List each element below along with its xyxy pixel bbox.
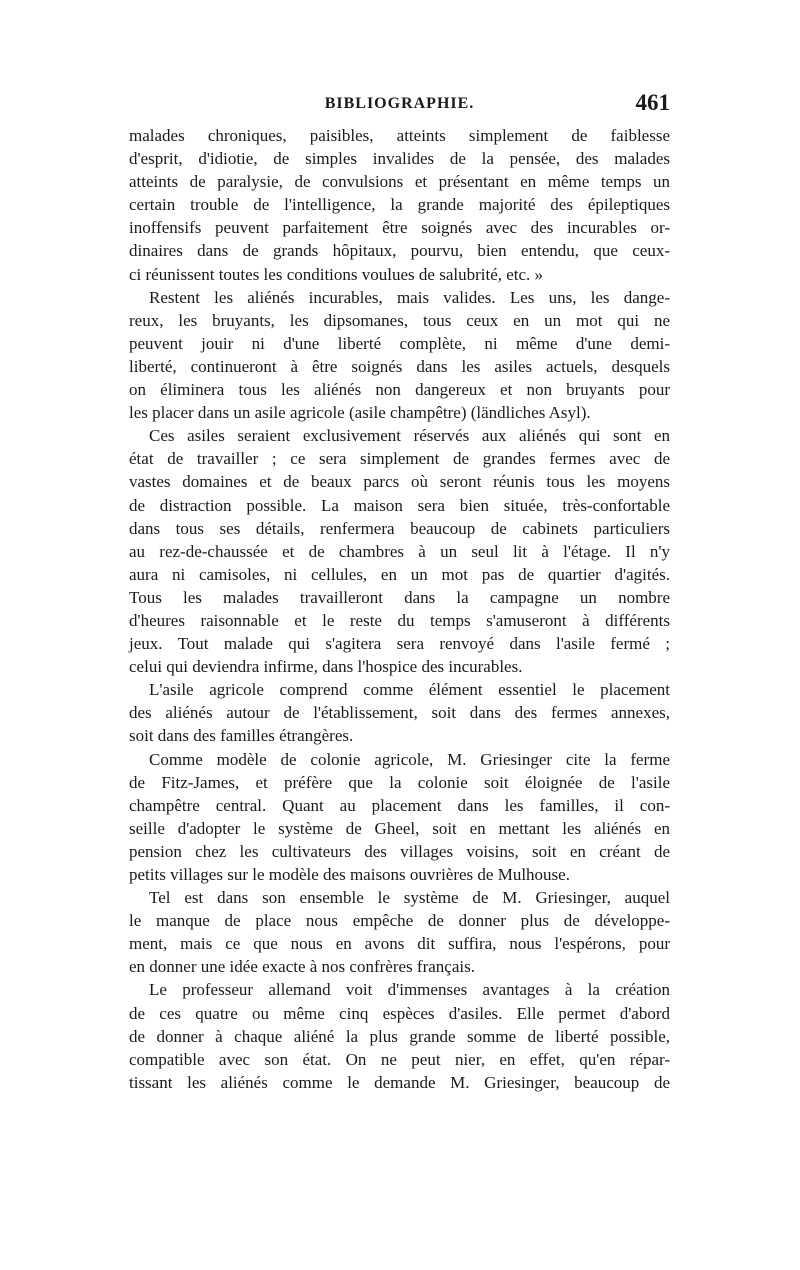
text-line: tissant les aliénés comme le demande M. Griesinger, beaucoup de (129, 1072, 670, 1092)
text-line: de ces quatre ou même cinq espèces d'asiles. Elle permet d'abord (129, 1003, 670, 1023)
text-line: certain trouble de l'intelligence, la grande majorité des épileptiques (129, 195, 670, 215)
text-line: seille d'adopter le système de Gheel, soit en mettant les aliénés en (129, 818, 670, 838)
book-page (129, 92, 670, 1094)
running-header (129, 92, 670, 122)
text-line: le manque de place nous empêche de donner plus de développe- (129, 911, 670, 931)
text-line: champêtre central. Quant au placement dans les familles, il con- (129, 795, 670, 815)
text-line: Tel est dans son ensemble le système de M. Griesinger, auquel (149, 888, 670, 908)
paragraph (129, 424, 670, 678)
paragraph (129, 978, 670, 1093)
text-line: on éliminera tous les aliénés non dangereux et non bruyants pour (129, 380, 670, 400)
text-line: atteints de paralysie, de convulsions et présentant en même temps un (129, 172, 670, 192)
text-line: Le professeur allemand voit d'immenses avantages à la création (149, 980, 670, 1000)
text-line: petits villages sur le modèle des maisons ouvrières de Mulhouse. (129, 865, 570, 884)
text-line: Ces asiles seraient exclusivement réservés aux aliénés qui sont en (149, 426, 670, 446)
text-line: celui qui deviendra infirme, dans l'hospice des incurables. (129, 657, 523, 677)
text-line: vastes domaines et de beaux parcs où seront réunis tous les moyens (129, 472, 670, 492)
text-line: inoffensifs peuvent parfaitement être soignés avec des incurables or- (129, 218, 670, 238)
text-line: d'heures raisonnable et le reste du temps s'amuseront à différents (129, 610, 670, 630)
text-line: compatible avec son état. On ne peut nier, en effet, qu'en répar- (129, 1049, 670, 1069)
paragraph (129, 678, 670, 747)
text-line: en donner une idée exacte à nos confrères français. (129, 957, 475, 977)
text-line: jeux. Tout malade qui s'agitera sera renvoyé dans l'asile fermé ; (129, 634, 670, 654)
text-line: de distraction possible. La maison sera bien située, très-confortable (129, 495, 670, 515)
text-line: au rez-de-chaussée et de chambres à un seul lit à l'étage. Il n'y (129, 541, 670, 561)
text-line: L'asile agricole comprend comme élément essentiel le placement (149, 680, 670, 700)
paragraph (129, 286, 670, 425)
text-line: malades chroniques, paisibles, atteints simplement de faiblesse (129, 126, 670, 145)
paragraph (129, 124, 670, 286)
text-line: peuvent jouir ni d'une liberté complète, ni même d'une demi- (129, 333, 670, 353)
text-line: dinaires dans de grands hôpitaux, pourvu, bien entendu, que ceux- (129, 241, 670, 261)
paragraph (129, 748, 670, 887)
text-line: état de travailler ; ce sera simplement de grandes fermes avec de (129, 449, 670, 469)
text-line: dans tous ses détails, renfermera beaucoup de cabinets particuliers (129, 518, 670, 538)
text-line: de Fitz-James, et préfère que la colonie soit éloignée de l'asile (129, 772, 670, 792)
text-line: pension chez les cultivateurs des villages voisins, soit en créant de (129, 841, 670, 861)
text-line: les placer dans un asile agricole (asile champêtre) (ländliches Asyl). (129, 403, 591, 423)
text-line: soit dans des familles étrangères. (129, 726, 354, 746)
text-line: aura ni camisoles, ni cellules, en un mot pas de quartier d'agités. (129, 564, 670, 584)
text-line: Comme modèle de colonie agricole, M. Griesinger cite la ferme (149, 749, 670, 769)
text-line: reux, les bruyants, les dipsomanes, tous ceux en un mot qui ne (129, 310, 670, 330)
body-text (129, 124, 670, 1094)
text-line: liberté, continueront à être soignés dans les asiles actuels, desquels (129, 356, 670, 376)
paragraph (129, 886, 670, 978)
text-line: des aliénés autour de l'établissement, soit dans des fermes annexes, (129, 703, 670, 723)
running-title: BIBLIOGRAPHIE. (324, 95, 475, 112)
text-line: ment, mais ce que nous en avons dit suffira, nous l'espérons, pour (129, 934, 670, 954)
page-number: 461 (635, 90, 670, 115)
text-line: de donner à chaque aliéné la plus grande somme de liberté possible, (129, 1026, 670, 1046)
text-line: Tous les malades travailleront dans la campagne un nombre (129, 587, 670, 607)
text-line: d'esprit, d'idiotie, de simples invalides de la pensée, des malades (129, 149, 670, 169)
text-line: ci réunissent toutes les conditions voulues de salubrité, etc. » (129, 264, 544, 284)
text-line: Restent les aliénés incurables, mais valides. Les uns, les dange- (149, 287, 670, 307)
